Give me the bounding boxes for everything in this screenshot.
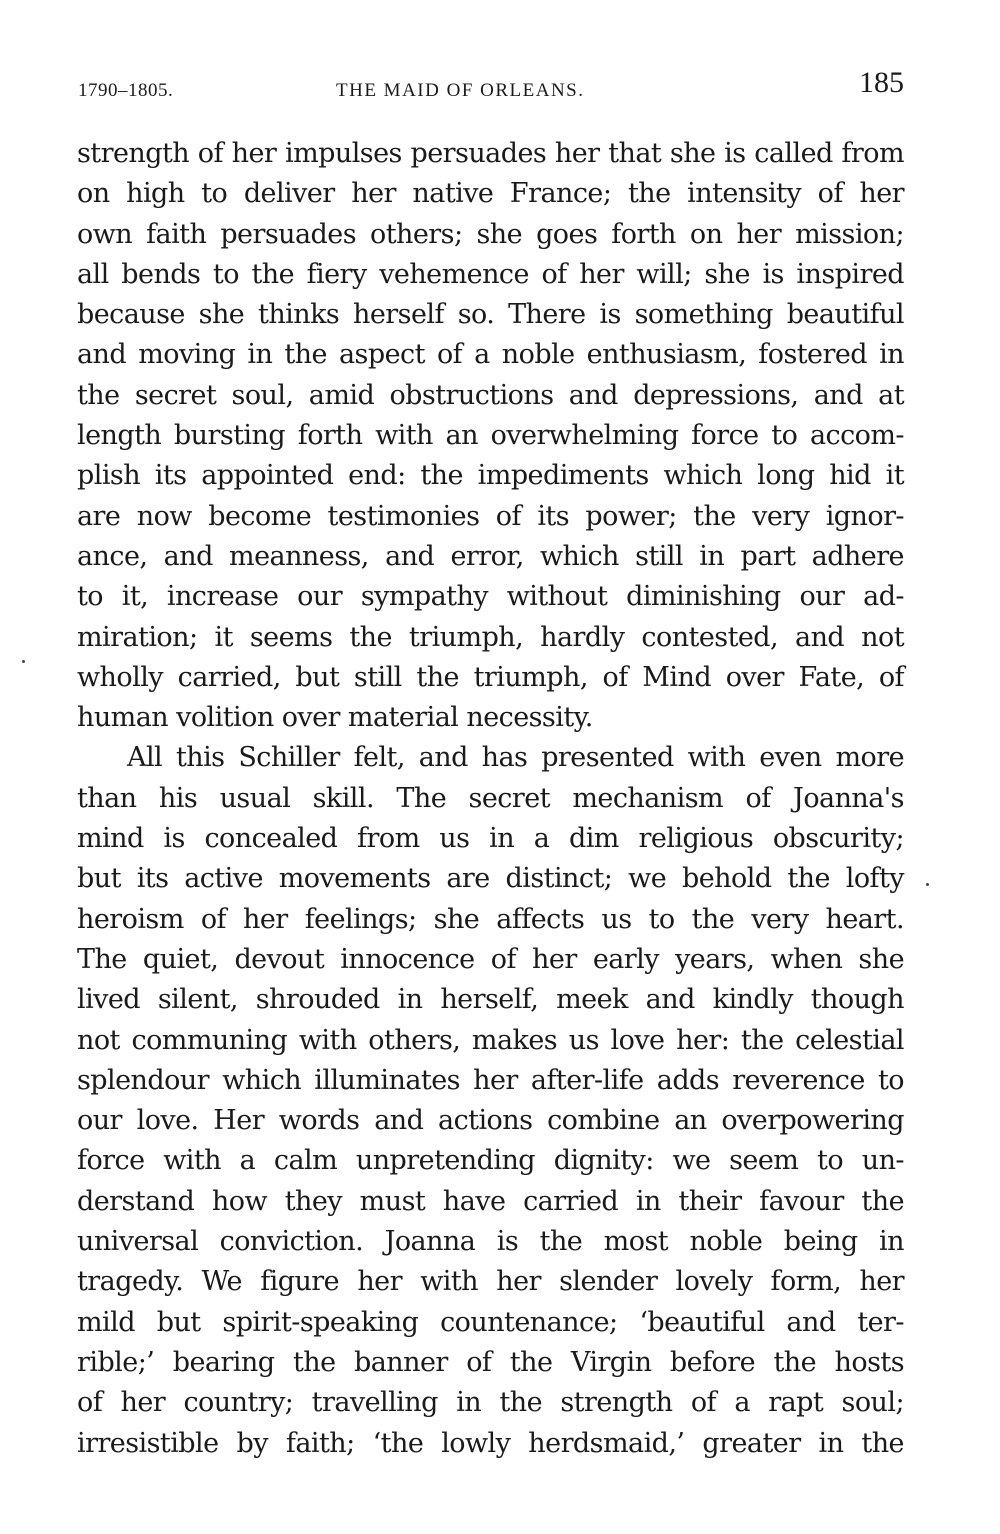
running-head-title: THE MAID OF ORLEANS. [336,80,585,101]
print-speck [926,883,929,886]
text-line: rible;’ bearing the banner of the Virgin before the hosts [77,1346,904,1378]
text-line: our love. Her words and actions combine an overpowering [77,1105,904,1137]
paragraph-1 [77,134,904,738]
text-line: irresistible by faith; ‘the lowly herdsmaid,’ greater in the [77,1427,904,1459]
text-line: and moving in the aspect of a noble enthusiasm, fostered in [77,339,904,371]
text-line: the secret soul, amid obstructions and depressions, and at [77,379,904,411]
text-line: human volition over material necessity. [77,702,593,734]
print-speck [22,660,25,663]
text-line: not communing with others, makes us love her: the celestial [77,1024,904,1056]
text-line: mild but spirit-speaking countenance; ‘beautiful and ter- [77,1306,904,1338]
text-line: because she thinks herself so. There is something beautiful [77,299,904,331]
text-line: but its active movements are distinct; we behold the lofty [77,863,904,895]
text-line: The quiet, devout innocence of her early years, when she [77,943,904,975]
text-line: to it, increase our sympathy without diminishing our ad- [77,581,904,613]
running-head [78,62,904,106]
text-line: tragedy. We figure her with her slender lovely form, her [77,1266,904,1298]
text-line: heroism of her feelings; she affects us to the very heart. [77,903,904,935]
text-line: wholly carried, but still the triumph, of Mind over Fate, of [77,661,904,693]
text-line: universal conviction. Joanna is the most noble being in [77,1226,904,1258]
text-line: length bursting forth with an overwhelming force to accom- [77,420,904,452]
text-line: on high to deliver her native France; the intensity of her [77,178,904,210]
paragraph-2 [77,738,904,1463]
text-line: mind is concealed from us in a dim religious obscurity; [77,823,904,855]
text-line: of her country; travelling in the strength of a rapt soul; [77,1387,904,1419]
text-line: own faith persuades others; she goes forth on her mission; [77,218,904,250]
text-line: all bends to the fiery vehemence of her will; she is inspired [77,258,904,290]
text-line: force with a calm unpretending dignity: we seem to un- [77,1145,904,1177]
running-head-dates: 1790–1805. [78,80,174,101]
page-number: 185 [859,66,904,99]
text-line: lived silent, shrouded in herself, meek and kindly though [77,984,904,1016]
text-line: strength of her impulses persuades her that she is called from [77,138,904,169]
body-text [77,134,904,1464]
text-line: derstand how they must have carried in their favour the [77,1185,904,1217]
text-line: All this Schiller felt, and has presented with even more [127,742,904,774]
text-line: are now become testimonies of its power; the very ignor- [77,500,904,532]
text-line: plish its appointed end: the impediments which long hid it [77,460,904,492]
text-line: miration; it seems the triumph, hardly contested, and not [77,621,904,653]
text-line: than his usual skill. The secret mechanism of Joanna's [77,782,904,814]
text-line: ance, and meanness, and error, which still in part adhere [77,540,904,572]
text-line: splendour which illuminates her after-life adds reverence to [77,1064,904,1096]
